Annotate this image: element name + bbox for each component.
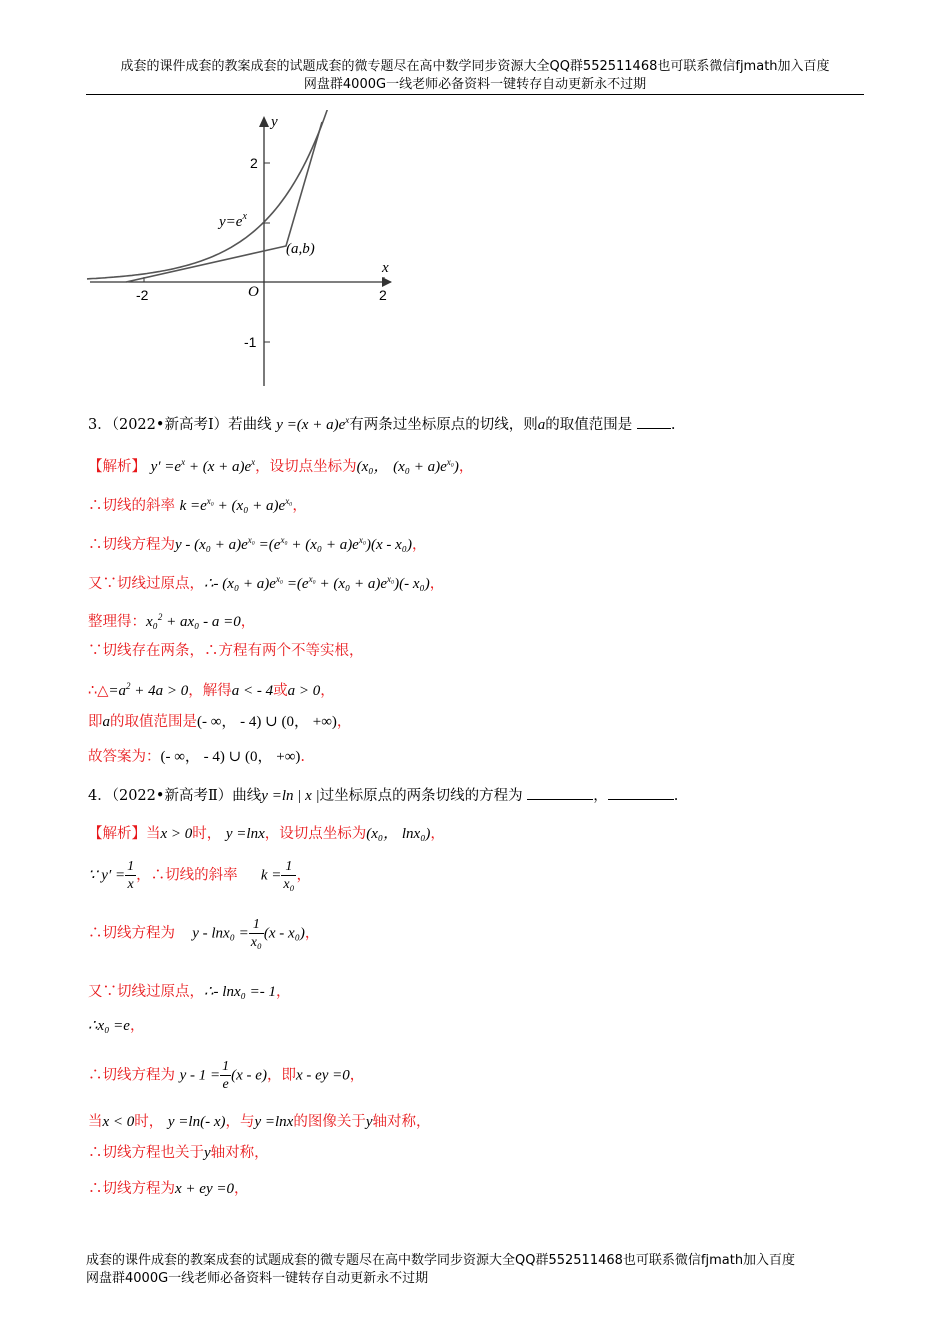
s3-line-4 — [88, 569, 444, 594]
s4-l9-text: ∴切线方程为 — [88, 1181, 175, 1197]
q3-mid: 有两条过坐标原点的切线，则 — [349, 417, 538, 433]
s3-line-3 — [88, 530, 426, 555]
footer-line-2: 网盘群4000G一线老师必备资料一键转存自动更新永不过期 — [86, 1271, 429, 1286]
q4-mid: 过坐标原点的两条切线的方程为 — [319, 788, 523, 804]
s3-l1-text: ，设切点坐标为 — [255, 459, 357, 475]
s3-l7-text: ∴△ — [88, 683, 109, 699]
header-rule — [86, 94, 864, 95]
s4-l2-frac2: $\frac{1}{\text{x₀}}$ — [283, 859, 295, 892]
q4-sep: ， — [593, 788, 608, 804]
s4-l7-text3: ，与 — [225, 1114, 255, 1130]
s3-l1-end: ， — [458, 459, 474, 475]
s3-l7-math4: a > 0 — [287, 683, 321, 699]
s3-l7-math3: a < - 4 — [231, 683, 274, 699]
s3-l5-math: x₀$^2$ + ax₀ - a =0 — [146, 612, 241, 630]
s4-l6-math: y - 1 = — [179, 1067, 221, 1084]
s3-l5-text: 整理得： — [88, 614, 146, 630]
s4-line-1 — [88, 824, 445, 844]
s3-l4-text: 又∵切线过原点， — [88, 576, 204, 592]
s3-l7-end: ， — [320, 683, 335, 699]
s4-l6-frac: $\frac{1}{e}$ — [222, 1059, 230, 1092]
tick-label-2y: 2 — [250, 155, 258, 171]
s4-l8-text: ∴切线方程也关于 — [88, 1145, 204, 1161]
s3-l9-end: . — [300, 749, 305, 765]
s3-line-9 — [88, 747, 305, 767]
q3-var: a — [537, 417, 546, 433]
s4-l4-math: ∴- lnx₀ =- 1 — [204, 984, 276, 1000]
s4-l1-end: ， — [430, 826, 445, 842]
s3-l9-text: 故答案为： — [88, 749, 161, 765]
s4-line-5 — [88, 1016, 144, 1036]
s3-l3-end: ， — [411, 537, 427, 553]
s3-l7-math: $=a^2 + 4a > 0$ — [108, 681, 189, 699]
s4-l2-end: ， — [296, 867, 311, 884]
q3-answer-blank — [637, 428, 671, 429]
s3-l9-interval: (- ∞， - 4) ∪ (0， +∞) — [160, 749, 301, 765]
s3-l4-end: ， — [429, 576, 445, 592]
s4-l9-end: ， — [233, 1181, 249, 1197]
axis-label-y: y — [271, 114, 278, 130]
s4-l9-math: x + ey =0 — [175, 1181, 234, 1197]
s4-l3-math2: (x - x₀) — [263, 925, 305, 942]
tangent-line — [126, 122, 322, 282]
s4-line-4 — [88, 982, 290, 1002]
s3-line-6: ∵切线存在两条，∴方程有两个不等实根， — [88, 643, 364, 659]
q3-end: . — [670, 417, 676, 433]
footer-line-1: 成套的课件成套的教案成套的试题成套的微专题尽在高中数学同步资源大全QQ群552511468也可联系微信fjmath加入百度 — [86, 1253, 796, 1268]
s3-l5-end: ， — [240, 614, 256, 630]
point-label: (a,b) — [286, 241, 315, 257]
s4-l3-end: ， — [304, 925, 320, 942]
s4-l5-math: ∴x₀ =e — [88, 1018, 130, 1034]
s4-l6-math3: x - ey =0 — [295, 1067, 350, 1084]
q3-source: （2022•新高考Ⅰ）若曲线 — [111, 417, 272, 433]
s4-l1-text3: ，设切点坐标为 — [264, 826, 367, 842]
s3-l1-math4: $(x_0 + a)e^{x_0}$) — [393, 457, 459, 475]
s4-l4-end: ， — [275, 984, 291, 1000]
s4-l8-text2: 轴对称， — [210, 1145, 269, 1161]
s4-l4-text: 又∵切线过原点， — [88, 984, 204, 1000]
s4-l1-text2: 时， — [192, 826, 222, 842]
question-3 — [88, 410, 675, 435]
s4-l3-text: ∴切线方程为 — [88, 925, 175, 942]
axis-label-x: x — [382, 260, 389, 276]
s4-line-2 — [88, 858, 311, 893]
s4-l1-text: 当 — [146, 826, 161, 842]
s4-l7-math3: y =lnx — [254, 1114, 294, 1130]
s3-line-1 — [88, 452, 473, 477]
s4-l1-math2: y =lnx — [225, 826, 265, 842]
s4-l7-text: 当 — [88, 1114, 103, 1130]
s4-l2-math2: k = — [260, 867, 282, 884]
s3-tag: 【解析】 — [88, 459, 146, 475]
tick-label-neg1: -1 — [244, 334, 257, 350]
s3-l8-interval: (- ∞， - 4) ∪ (0， +∞) — [197, 714, 337, 730]
s3-l1-math: $y' =e^x + (x + a)e^x$ — [150, 457, 256, 475]
s4-line-8 — [88, 1143, 269, 1163]
s3-l2-text: ∴切线的斜率 — [88, 498, 175, 514]
s4-l1-math: x > 0 — [160, 826, 193, 842]
s4-l7-text5: 轴对称， — [372, 1114, 431, 1130]
s4-l2-frac: $\frac{1}{x}$ — [127, 859, 135, 892]
s4-l8-math: y — [204, 1145, 211, 1161]
q3-tail: 的取值范围是 — [545, 417, 633, 433]
s4-l6-text2: ，即 — [266, 1067, 296, 1084]
s4-l7-math: x < 0 — [102, 1114, 135, 1130]
header-line-2: 网盘群4000G一线老师必备资料一键转存自动更新永不过期 — [303, 77, 647, 92]
q4-end: . — [673, 788, 679, 804]
s4-l6-text: ∴切线方程为 — [88, 1067, 175, 1084]
q3-number: 3． — [88, 417, 112, 433]
s4-l1-math3: (x₀， lnx₀) — [366, 826, 431, 842]
s4-l7-math2: y =ln(- x) — [167, 1114, 226, 1130]
q4-source: （2022•新高考Ⅱ）曲线 — [111, 788, 262, 804]
s3-line-8 — [88, 712, 351, 732]
s3-l7-text2: ，解得 — [188, 683, 232, 699]
s4-l3-math: y - lnx₀ = — [192, 925, 249, 942]
s4-l6-math2: (x - e) — [231, 1067, 267, 1084]
q3-expr: $y =(x + a)e^x$ — [276, 415, 350, 433]
page-header — [86, 58, 864, 94]
s4-tag: 【解析】 — [88, 826, 146, 842]
q4-expr: y =ln | x | — [261, 788, 320, 804]
s3-l4-math: ∴- $(x_0 + a)e^{x_0} =(e^{x_0} + (x_0 + a)e^{x_0})(-$ x₀) — [204, 574, 430, 592]
s3-l8-text2: 的取值范围是 — [110, 714, 197, 730]
s3-l3-text: ∴切线方程为 — [88, 537, 175, 553]
q4-answer-blank-2 — [608, 799, 674, 800]
s4-l2-math: ∵ y′ = — [88, 867, 126, 884]
s4-l2-text: ，∴切线的斜率 — [136, 867, 238, 884]
s3-line-7 — [88, 676, 335, 701]
s3-l1-math3: (x₀， — [356, 459, 389, 475]
s3-l8-text: 即 — [88, 714, 103, 730]
tick-label-neg2: -2 — [136, 287, 149, 303]
s4-line-6 — [88, 1058, 364, 1093]
s4-l7-text2: 时， — [134, 1114, 164, 1130]
s3-line-2 — [88, 491, 307, 516]
tick-label-2x: 2 — [379, 287, 387, 303]
s4-l6-end: ， — [349, 1067, 365, 1084]
s3-line-5 — [88, 607, 255, 632]
s4-line-3 — [88, 916, 319, 951]
origin-label: O — [248, 284, 259, 300]
exp-curve-graph — [86, 110, 406, 390]
question-4 — [88, 786, 678, 806]
s3-l8-end: ， — [336, 714, 352, 730]
s4-line-7 — [88, 1112, 431, 1132]
s4-l5-end: ， — [129, 1018, 145, 1034]
s3-l7-text3: 或 — [273, 683, 288, 699]
q4-answer-blank-1 — [527, 799, 593, 800]
s3-l8-var: a — [102, 714, 110, 730]
header-line-1: 成套的课件成套的教案成套的试题成套的微专题尽在高中数学同步资源大全QQ群552511468也可联系微信fjmath加入百度 — [120, 59, 830, 74]
s4-line-9 — [88, 1179, 248, 1199]
q4-number: 4． — [88, 788, 112, 804]
curve-label: $y=e^x$ — [219, 211, 247, 230]
s4-l7-text4: 的图像关于 — [293, 1114, 366, 1130]
s4-l7-math4: y — [365, 1114, 373, 1130]
s3-l2-end: ， — [292, 498, 307, 514]
s4-l3-frac: $\frac{1}{\text{x₀}}$ — [250, 917, 262, 950]
s3-l3-math: $y - (x_0 + a)e^{x_0} =(e^{x_0} + (x_0 + a)e^{x_0})(x - x_0)$ — [175, 535, 412, 553]
s3-l2-math: $k =e^{x_0} + (x_0 + a)e^{x_0}$ — [179, 496, 293, 514]
page-footer — [86, 1252, 864, 1288]
y-axis-arrow — [259, 116, 269, 127]
